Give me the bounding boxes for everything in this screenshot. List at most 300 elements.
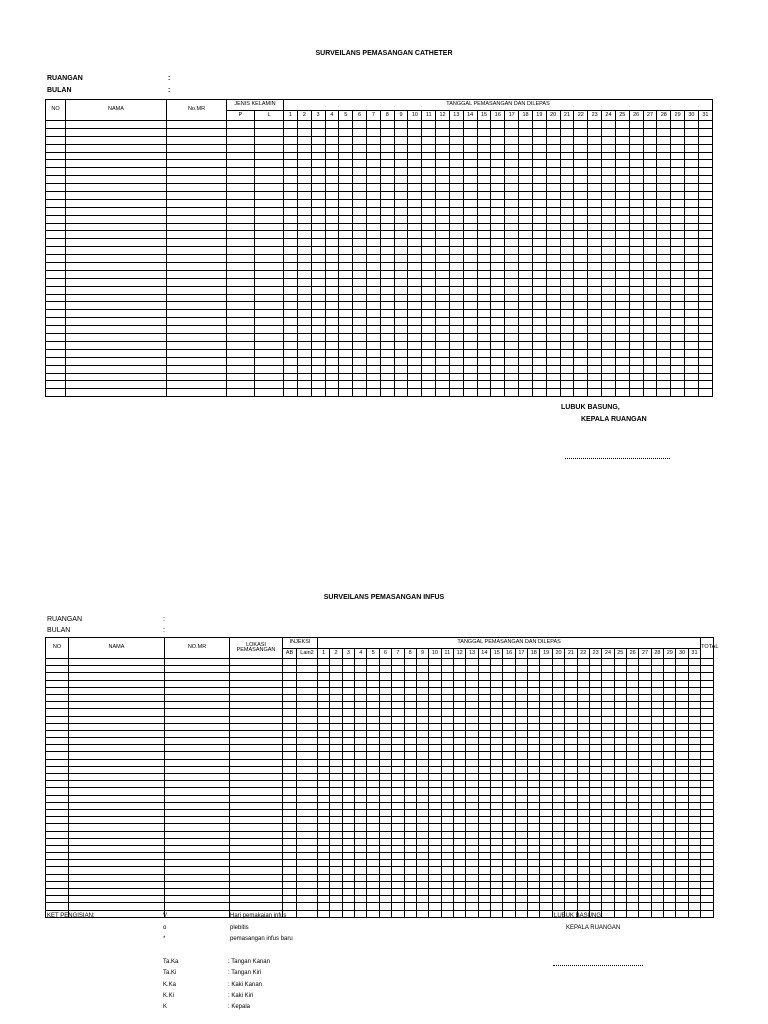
table-cell[interactable] — [394, 144, 408, 152]
table-cell[interactable] — [532, 136, 546, 144]
table-cell[interactable] — [422, 349, 436, 357]
table-cell[interactable] — [643, 247, 657, 255]
table-cell[interactable] — [627, 867, 639, 874]
table-cell[interactable] — [505, 357, 519, 365]
table-cell[interactable] — [230, 694, 283, 701]
table-cell[interactable] — [404, 788, 416, 795]
table-cell[interactable] — [404, 673, 416, 680]
table-cell[interactable] — [436, 168, 450, 176]
table-cell[interactable] — [167, 152, 227, 160]
table-cell[interactable] — [297, 809, 318, 816]
table-cell[interactable] — [540, 666, 552, 673]
table-cell[interactable] — [614, 774, 626, 781]
table-cell[interactable] — [69, 809, 165, 816]
table-cell[interactable] — [639, 889, 651, 896]
table-cell[interactable] — [588, 349, 602, 357]
table-cell[interactable] — [392, 867, 404, 874]
table-cell[interactable] — [453, 659, 465, 666]
table-cell[interactable] — [46, 867, 69, 874]
table-cell[interactable] — [614, 817, 626, 824]
table-cell[interactable] — [602, 310, 616, 318]
table-cell[interactable] — [366, 334, 380, 342]
table-cell[interactable] — [283, 687, 297, 694]
table-cell[interactable] — [588, 144, 602, 152]
table-cell[interactable] — [565, 802, 577, 809]
table-cell[interactable] — [366, 184, 380, 192]
table-cell[interactable] — [449, 302, 463, 310]
table-cell[interactable] — [466, 694, 478, 701]
table-cell[interactable] — [505, 294, 519, 302]
table-cell[interactable] — [353, 341, 367, 349]
table-cell[interactable] — [46, 326, 66, 334]
table-cell[interactable] — [546, 270, 560, 278]
table-cell[interactable] — [528, 910, 540, 917]
table-cell[interactable] — [366, 121, 380, 129]
table-cell[interactable] — [46, 136, 66, 144]
table-cell[interactable] — [416, 817, 428, 824]
table-cell[interactable] — [565, 896, 577, 903]
table-cell[interactable] — [284, 176, 298, 184]
table-cell[interactable] — [664, 687, 676, 694]
table-cell[interactable] — [560, 207, 574, 215]
table-cell[interactable] — [588, 223, 602, 231]
table-cell[interactable] — [342, 687, 354, 694]
table-cell[interactable] — [466, 824, 478, 831]
table-cell[interactable] — [392, 795, 404, 802]
table-cell[interactable] — [478, 788, 490, 795]
table-cell[interactable] — [560, 152, 574, 160]
table-cell[interactable] — [339, 207, 353, 215]
table-cell[interactable] — [651, 730, 663, 737]
table-cell[interactable] — [651, 809, 663, 816]
table-cell[interactable] — [478, 738, 490, 745]
table-cell[interactable] — [589, 738, 601, 745]
table-cell[interactable] — [69, 774, 165, 781]
table-cell[interactable] — [491, 128, 505, 136]
table-cell[interactable] — [552, 881, 564, 888]
table-cell[interactable] — [505, 389, 519, 397]
table-cell[interactable] — [69, 752, 165, 759]
table-cell[interactable] — [311, 168, 325, 176]
table-cell[interactable] — [491, 310, 505, 318]
table-cell[interactable] — [540, 752, 552, 759]
table-cell[interactable] — [69, 730, 165, 737]
table-cell[interactable] — [515, 702, 527, 709]
table-cell[interactable] — [560, 349, 574, 357]
table-cell[interactable] — [560, 231, 574, 239]
table-cell[interactable] — [392, 831, 404, 838]
table-cell[interactable] — [453, 709, 465, 716]
table-cell[interactable] — [540, 766, 552, 773]
table-cell[interactable] — [574, 207, 588, 215]
table-cell[interactable] — [284, 255, 298, 263]
table-cell[interactable] — [602, 326, 616, 334]
table-cell[interactable] — [519, 231, 533, 239]
table-cell[interactable] — [394, 357, 408, 365]
table-cell[interactable] — [46, 809, 69, 816]
table-cell[interactable] — [422, 199, 436, 207]
table-cell[interactable] — [325, 247, 339, 255]
table-cell[interactable] — [643, 270, 657, 278]
table-cell[interactable] — [552, 860, 564, 867]
table-cell[interactable] — [429, 824, 441, 831]
table-cell[interactable] — [546, 294, 560, 302]
table-cell[interactable] — [478, 831, 490, 838]
table-cell[interactable] — [283, 881, 297, 888]
table-cell[interactable] — [325, 365, 339, 373]
table-cell[interactable] — [491, 716, 503, 723]
table-cell[interactable] — [577, 730, 589, 737]
table-cell[interactable] — [404, 702, 416, 709]
table-cell[interactable] — [339, 334, 353, 342]
table-cell[interactable] — [325, 334, 339, 342]
table-cell[interactable] — [651, 896, 663, 903]
table-cell[interactable] — [255, 286, 284, 294]
table-cell[interactable] — [366, 207, 380, 215]
table-cell[interactable] — [404, 774, 416, 781]
table-cell[interactable] — [449, 223, 463, 231]
table-cell[interactable] — [379, 867, 391, 874]
table-cell[interactable] — [227, 168, 255, 176]
table-cell[interactable] — [651, 752, 663, 759]
table-cell[interactable] — [66, 334, 167, 342]
table-cell[interactable] — [602, 730, 614, 737]
table-cell[interactable] — [453, 896, 465, 903]
table-cell[interactable] — [255, 263, 284, 271]
table-cell[interactable] — [676, 817, 688, 824]
table-cell[interactable] — [602, 389, 616, 397]
table-cell[interactable] — [560, 365, 574, 373]
table-cell[interactable] — [408, 389, 422, 397]
table-cell[interactable] — [367, 745, 379, 752]
table-cell[interactable] — [318, 730, 330, 737]
table-cell[interactable] — [283, 716, 297, 723]
table-cell[interactable] — [565, 687, 577, 694]
table-cell[interactable] — [167, 286, 227, 294]
table-cell[interactable] — [325, 239, 339, 247]
table-cell[interactable] — [46, 738, 69, 745]
table-cell[interactable] — [577, 903, 589, 910]
table-cell[interactable] — [477, 168, 491, 176]
table-cell[interactable] — [688, 766, 700, 773]
table-cell[interactable] — [449, 199, 463, 207]
table-cell[interactable] — [546, 152, 560, 160]
table-cell[interactable] — [602, 207, 616, 215]
table-cell[interactable] — [463, 310, 477, 318]
table-cell[interactable] — [643, 128, 657, 136]
table-cell[interactable] — [449, 192, 463, 200]
table-cell[interactable] — [436, 357, 450, 365]
table-cell[interactable] — [441, 910, 453, 917]
table-cell[interactable] — [379, 723, 391, 730]
table-cell[interactable] — [532, 286, 546, 294]
table-cell[interactable] — [574, 381, 588, 389]
table-cell[interactable] — [540, 702, 552, 709]
table-cell[interactable] — [379, 817, 391, 824]
table-cell[interactable] — [441, 795, 453, 802]
table-cell[interactable] — [46, 349, 66, 357]
table-cell[interactable] — [255, 136, 284, 144]
table-cell[interactable] — [311, 286, 325, 294]
table-cell[interactable] — [353, 278, 367, 286]
table-cell[interactable] — [491, 673, 503, 680]
table-cell[interactable] — [627, 831, 639, 838]
table-cell[interactable] — [466, 723, 478, 730]
table-cell[interactable] — [577, 881, 589, 888]
table-cell[interactable] — [165, 781, 230, 788]
table-cell[interactable] — [463, 255, 477, 263]
table-cell[interactable] — [429, 702, 441, 709]
table-cell[interactable] — [698, 160, 712, 168]
table-cell[interactable] — [528, 853, 540, 860]
table-cell[interactable] — [477, 255, 491, 263]
table-cell[interactable] — [657, 373, 671, 381]
table-cell[interactable] — [422, 357, 436, 365]
table-cell[interactable] — [355, 730, 367, 737]
table-cell[interactable] — [355, 889, 367, 896]
table-cell[interactable] — [311, 192, 325, 200]
table-cell[interactable] — [503, 795, 515, 802]
table-cell[interactable] — [515, 831, 527, 838]
table-cell[interactable] — [528, 766, 540, 773]
table-cell[interactable] — [46, 334, 66, 342]
table-cell[interactable] — [664, 730, 676, 737]
table-cell[interactable] — [657, 286, 671, 294]
table-cell[interactable] — [165, 896, 230, 903]
table-cell[interactable] — [330, 845, 342, 852]
table-cell[interactable] — [491, 215, 505, 223]
table-cell[interactable] — [380, 302, 394, 310]
table-cell[interactable] — [532, 239, 546, 247]
table-cell[interactable] — [588, 199, 602, 207]
table-cell[interactable] — [627, 903, 639, 910]
table-cell[interactable] — [552, 766, 564, 773]
table-cell[interactable] — [627, 752, 639, 759]
table-cell[interactable] — [577, 694, 589, 701]
table-cell[interactable] — [380, 357, 394, 365]
table-cell[interactable] — [416, 860, 428, 867]
table-cell[interactable] — [366, 349, 380, 357]
table-cell[interactable] — [560, 160, 574, 168]
table-cell[interactable] — [367, 738, 379, 745]
table-cell[interactable] — [69, 795, 165, 802]
table-cell[interactable] — [639, 730, 651, 737]
table-cell[interactable] — [404, 831, 416, 838]
table-cell[interactable] — [227, 365, 255, 373]
table-cell[interactable] — [615, 349, 629, 357]
table-cell[interactable] — [46, 889, 69, 896]
table-cell[interactable] — [394, 168, 408, 176]
table-cell[interactable] — [283, 752, 297, 759]
table-cell[interactable] — [629, 263, 643, 271]
table-cell[interactable] — [615, 239, 629, 247]
table-cell[interactable] — [463, 231, 477, 239]
table-cell[interactable] — [69, 716, 165, 723]
table-cell[interactable] — [66, 128, 167, 136]
table-cell[interactable] — [311, 255, 325, 263]
table-cell[interactable] — [408, 192, 422, 200]
table-cell[interactable] — [515, 874, 527, 881]
table-cell[interactable] — [255, 168, 284, 176]
table-cell[interactable] — [546, 389, 560, 397]
table-cell[interactable] — [651, 817, 663, 824]
table-cell[interactable] — [639, 874, 651, 881]
table-cell[interactable] — [297, 199, 311, 207]
table-cell[interactable] — [355, 774, 367, 781]
table-cell[interactable] — [627, 845, 639, 852]
table-cell[interactable] — [394, 270, 408, 278]
table-cell[interactable] — [355, 910, 367, 917]
table-cell[interactable] — [698, 215, 712, 223]
table-cell[interactable] — [284, 341, 298, 349]
table-cell[interactable] — [577, 867, 589, 874]
table-cell[interactable] — [577, 824, 589, 831]
table-cell[interactable] — [574, 318, 588, 326]
table-cell[interactable] — [701, 702, 714, 709]
table-cell[interactable] — [540, 659, 552, 666]
table-cell[interactable] — [627, 759, 639, 766]
table-cell[interactable] — [284, 389, 298, 397]
table-cell[interactable] — [422, 152, 436, 160]
table-cell[interactable] — [528, 817, 540, 824]
table-cell[interactable] — [404, 752, 416, 759]
table-cell[interactable] — [167, 294, 227, 302]
table-cell[interactable] — [540, 694, 552, 701]
table-cell[interactable] — [353, 168, 367, 176]
table-cell[interactable] — [615, 207, 629, 215]
table-cell[interactable] — [339, 215, 353, 223]
table-cell[interactable] — [297, 381, 311, 389]
table-cell[interactable] — [589, 745, 601, 752]
table-cell[interactable] — [416, 687, 428, 694]
table-cell[interactable] — [339, 365, 353, 373]
table-cell[interactable] — [167, 334, 227, 342]
table-cell[interactable] — [416, 759, 428, 766]
table-cell[interactable] — [491, 831, 503, 838]
table-cell[interactable] — [284, 349, 298, 357]
table-cell[interactable] — [698, 286, 712, 294]
table-cell[interactable] — [643, 144, 657, 152]
table-cell[interactable] — [701, 889, 714, 896]
table-cell[interactable] — [491, 745, 503, 752]
table-cell[interactable] — [688, 673, 700, 680]
table-cell[interactable] — [546, 184, 560, 192]
table-cell[interactable] — [466, 774, 478, 781]
table-cell[interactable] — [463, 381, 477, 389]
table-cell[interactable] — [366, 302, 380, 310]
table-cell[interactable] — [449, 278, 463, 286]
table-cell[interactable] — [325, 310, 339, 318]
table-cell[interactable] — [577, 709, 589, 716]
table-cell[interactable] — [651, 716, 663, 723]
table-cell[interactable] — [676, 666, 688, 673]
table-cell[interactable] — [478, 867, 490, 874]
table-cell[interactable] — [698, 334, 712, 342]
table-cell[interactable] — [429, 709, 441, 716]
table-cell[interactable] — [552, 889, 564, 896]
table-cell[interactable] — [676, 752, 688, 759]
table-cell[interactable] — [676, 694, 688, 701]
table-cell[interactable] — [353, 192, 367, 200]
table-cell[interactable] — [577, 738, 589, 745]
table-cell[interactable] — [353, 176, 367, 184]
table-cell[interactable] — [588, 389, 602, 397]
table-cell[interactable] — [629, 365, 643, 373]
table-cell[interactable] — [491, 160, 505, 168]
table-cell[interactable] — [66, 223, 167, 231]
table-cell[interactable] — [416, 694, 428, 701]
table-cell[interactable] — [325, 144, 339, 152]
table-cell[interactable] — [165, 702, 230, 709]
table-cell[interactable] — [491, 802, 503, 809]
table-cell[interactable] — [478, 781, 490, 788]
table-cell[interactable] — [408, 255, 422, 263]
table-cell[interactable] — [297, 824, 318, 831]
table-cell[interactable] — [167, 144, 227, 152]
table-cell[interactable] — [408, 239, 422, 247]
table-cell[interactable] — [342, 860, 354, 867]
table-cell[interactable] — [330, 817, 342, 824]
table-cell[interactable] — [515, 802, 527, 809]
table-cell[interactable] — [227, 318, 255, 326]
table-cell[interactable] — [515, 795, 527, 802]
table-cell[interactable] — [546, 326, 560, 334]
table-cell[interactable] — [503, 745, 515, 752]
table-cell[interactable] — [379, 752, 391, 759]
table-cell[interactable] — [519, 318, 533, 326]
table-cell[interactable] — [588, 294, 602, 302]
table-cell[interactable] — [503, 716, 515, 723]
table-cell[interactable] — [491, 389, 505, 397]
table-cell[interactable] — [519, 255, 533, 263]
table-cell[interactable] — [565, 723, 577, 730]
table-cell[interactable] — [404, 723, 416, 730]
table-cell[interactable] — [380, 231, 394, 239]
table-cell[interactable] — [330, 889, 342, 896]
table-cell[interactable] — [552, 824, 564, 831]
table-cell[interactable] — [671, 223, 685, 231]
table-cell[interactable] — [436, 326, 450, 334]
table-cell[interactable] — [394, 334, 408, 342]
table-cell[interactable] — [528, 889, 540, 896]
table-cell[interactable] — [688, 809, 700, 816]
table-cell[interactable] — [657, 263, 671, 271]
table-cell[interactable] — [651, 709, 663, 716]
table-cell[interactable] — [657, 152, 671, 160]
table-cell[interactable] — [441, 867, 453, 874]
table-cell[interactable] — [429, 845, 441, 852]
table-cell[interactable] — [639, 817, 651, 824]
table-cell[interactable] — [629, 247, 643, 255]
table-cell[interactable] — [46, 152, 66, 160]
table-cell[interactable] — [574, 192, 588, 200]
table-cell[interactable] — [614, 730, 626, 737]
table-cell[interactable] — [342, 745, 354, 752]
table-cell[interactable] — [532, 318, 546, 326]
table-cell[interactable] — [540, 723, 552, 730]
table-cell[interactable] — [441, 903, 453, 910]
table-cell[interactable] — [515, 867, 527, 874]
table-cell[interactable] — [342, 666, 354, 673]
table-cell[interactable] — [503, 680, 515, 687]
table-cell[interactable] — [657, 121, 671, 129]
table-cell[interactable] — [478, 853, 490, 860]
table-cell[interactable] — [466, 659, 478, 666]
table-cell[interactable] — [560, 270, 574, 278]
table-cell[interactable] — [505, 121, 519, 129]
table-cell[interactable] — [353, 334, 367, 342]
table-cell[interactable] — [416, 774, 428, 781]
